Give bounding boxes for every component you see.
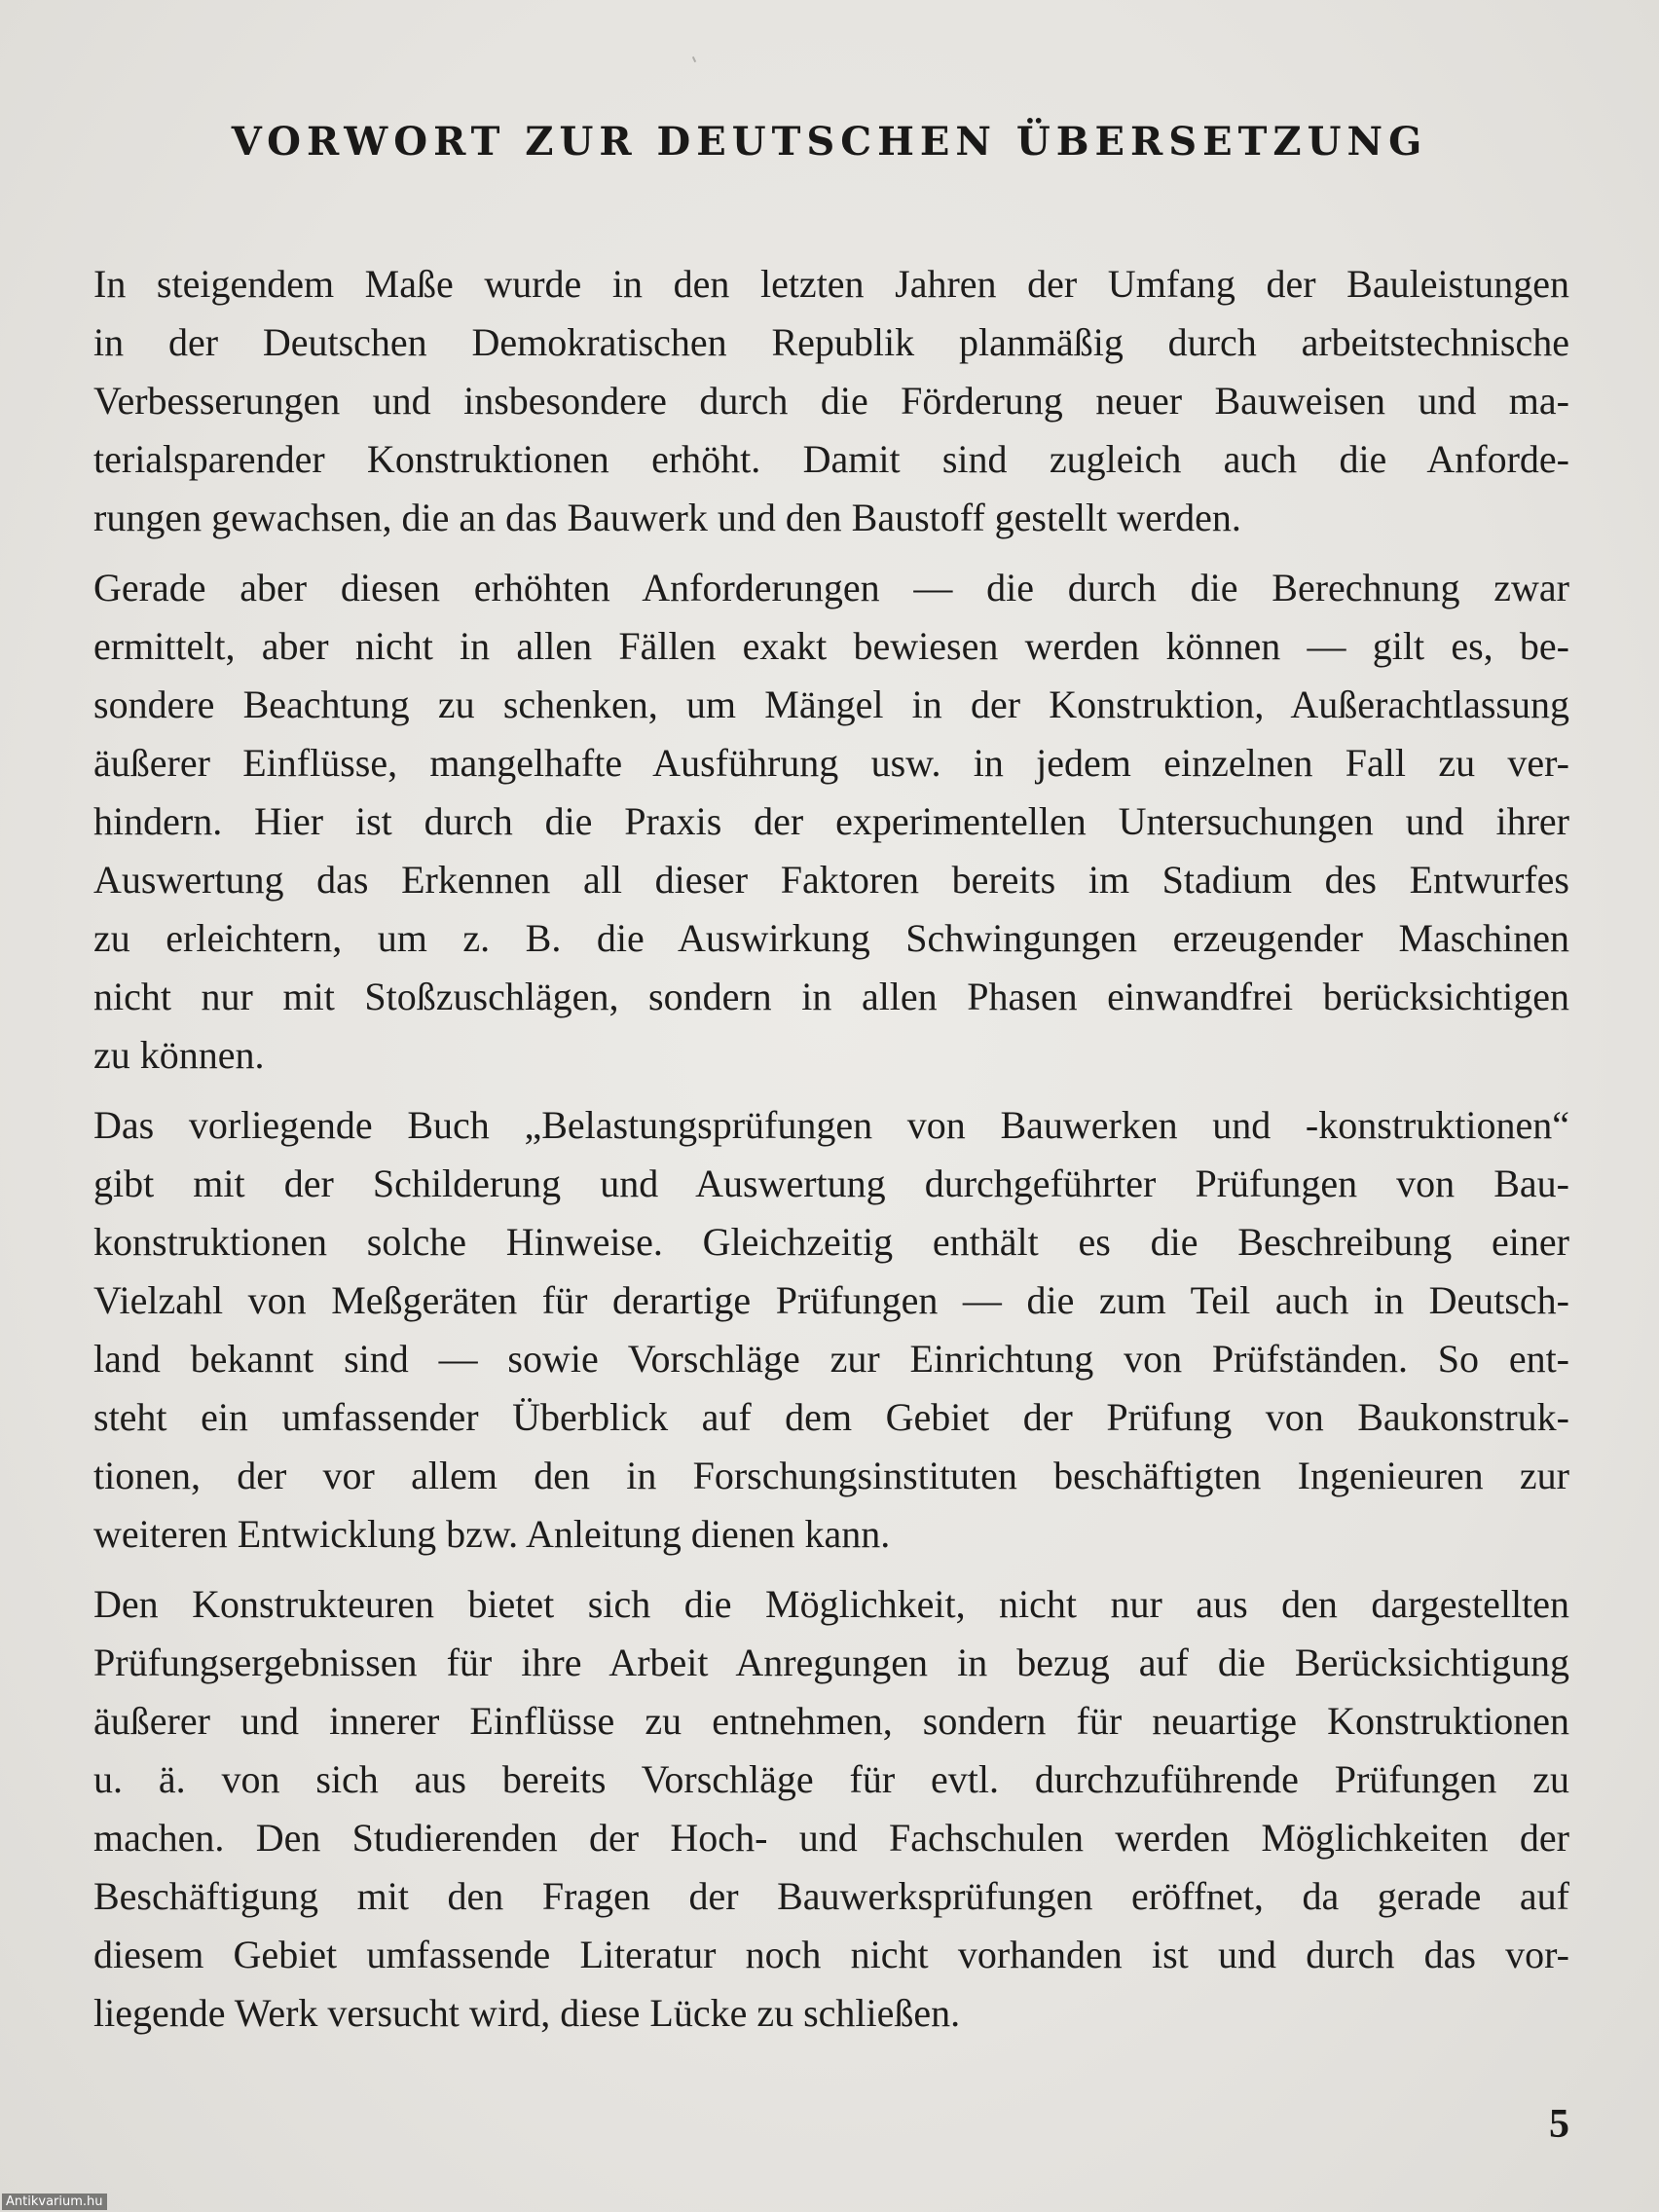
- source-watermark: Antikvarium.hu: [2, 2194, 107, 2210]
- paragraph: [93, 559, 1569, 1085]
- body-text: [93, 255, 1569, 2054]
- text-line: konstruktionen solche Hinweise. Gleichzeitig enthält es die Beschreibung einer: [93, 1220, 1569, 1264]
- text-line: Prüfungsergebnissen für ihre Arbeit Anregungen in bezug auf die Berücksichtigung: [93, 1641, 1569, 1684]
- page-number: 5: [1549, 2102, 1569, 2147]
- text-line: tionen, der vor allem den in Forschungsinstituten beschäftigten Ingenieuren zur: [93, 1454, 1569, 1497]
- text-line: in der Deutschen Demokratischen Republik planmäßig durch arbeitstechnische: [93, 320, 1569, 364]
- paper-speck: [692, 56, 696, 62]
- paragraph: [93, 1575, 1569, 2043]
- text-line: Beschäftigung mit den Fragen der Bauwerksprüfungen eröffnet, da gerade auf: [93, 1874, 1569, 1918]
- text-line: äußerer und innerer Einflüsse zu entnehmen, sondern für neuartige Konstruktionen: [93, 1699, 1569, 1743]
- page-heading: VORWORT ZUR DEUTSCHEN ÜBERSETZUNG: [231, 119, 1428, 165]
- text-line: liegende Werk versucht wird, diese Lücke zu schließen.: [93, 1991, 961, 2035]
- text-line: In steigendem Maße wurde in den letzten Jahren der Umfang der Bauleistungen: [93, 262, 1569, 306]
- paragraph: [93, 1096, 1569, 1564]
- text-line: hindern. Hier ist durch die Praxis der experimentellen Untersuchungen und ihrer: [93, 799, 1569, 843]
- text-line: Gerade aber diesen erhöhten Anforderungen — die durch die Berechnung zwar: [93, 566, 1569, 609]
- text-line: machen. Den Studierenden der Hoch- und Fachschulen werden Möglichkeiten der: [93, 1816, 1569, 1860]
- text-line: zu erleichtern, um z. B. die Auswirkung Schwingungen erzeugender Maschinen: [93, 916, 1569, 960]
- text-line: u. ä. von sich aus bereits Vorschläge für evtl. durchzuführende Prüfungen zu: [93, 1757, 1569, 1801]
- text-line: äußerer Einflüsse, mangelhafte Ausführung usw. in jedem einzelnen Fall zu ver-: [93, 741, 1569, 785]
- text-line: Das vorliegende Buch „Belastungsprüfungen von Bauwerken und -konstruktionen“: [93, 1103, 1569, 1147]
- text-line: diesem Gebiet umfassende Literatur noch nicht vorhanden ist und durch das vor-: [93, 1933, 1569, 1976]
- text-line: terialsparender Konstruktionen erhöht. Damit sind zugleich auch die Anforde-: [93, 437, 1569, 481]
- text-line: zu können.: [93, 1033, 265, 1077]
- text-line: rungen gewachsen, die an das Bauwerk und den Baustoff gestellt werden.: [93, 496, 1241, 539]
- text-line: Den Konstrukteuren bietet sich die Möglichkeit, nicht nur aus den dargestellten: [93, 1582, 1569, 1626]
- text-line: ermittelt, aber nicht in allen Fällen exakt bewiesen werden können — gilt es, be-: [93, 624, 1569, 668]
- paragraph: [93, 255, 1569, 547]
- text-line: steht ein umfassender Überblick auf dem Gebiet der Prüfung von Baukonstruk-: [93, 1395, 1569, 1439]
- text-line: weiteren Entwicklung bzw. Anleitung dienen kann.: [93, 1512, 891, 1556]
- text-line: nicht nur mit Stoßzuschlägen, sondern in allen Phasen einwandfrei berücksichtigen: [93, 975, 1569, 1018]
- text-line: land bekannt sind — sowie Vorschläge zur Einrichtung von Prüfständen. So ent-: [93, 1337, 1569, 1381]
- text-line: Auswertung das Erkennen all dieser Faktoren bereits im Stadium des Entwurfes: [93, 858, 1569, 902]
- text-line: sondere Beachtung zu schenken, um Mängel in der Konstruktion, Außerachtlassung: [93, 682, 1569, 726]
- text-line: Vielzahl von Meßgeräten für derartige Prüfungen — die zum Teil auch in Deutsch-: [93, 1278, 1569, 1322]
- text-line: gibt mit der Schilderung und Auswertung durchgeführter Prüfungen von Bau-: [93, 1161, 1569, 1205]
- text-line: Verbesserungen und insbesondere durch die Förderung neuer Bauweisen und ma-: [93, 379, 1569, 423]
